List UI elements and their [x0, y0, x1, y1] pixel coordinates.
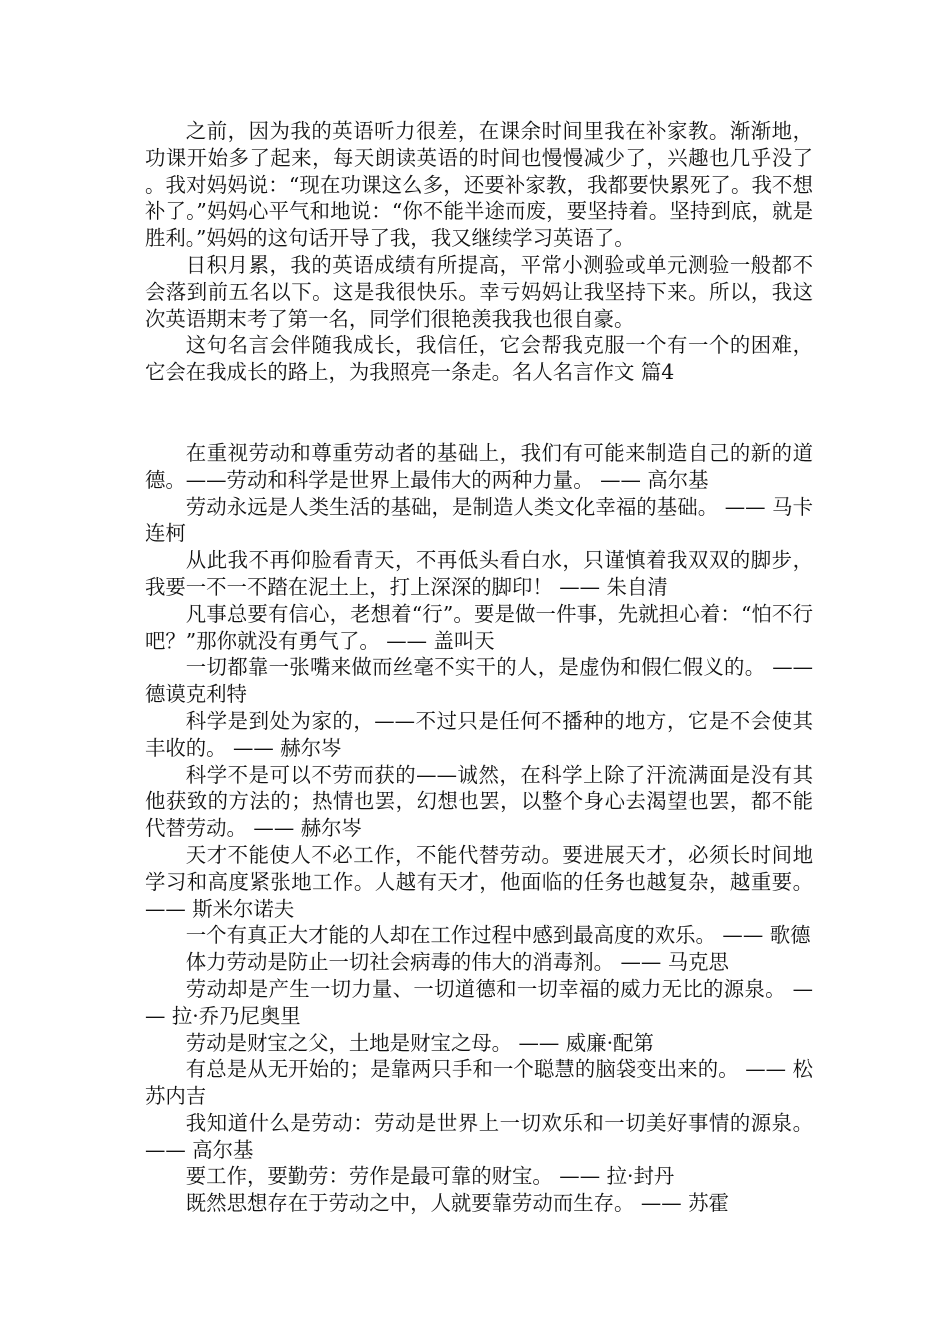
quote-paragraph: 科学不是可以不劳而获的——诚然，在科学上除了汗流满面是没有其他获致的方法的；热情也罢，幻想也罢，以整个身心去渴望也罢，都不能代替劳动。 —— 赫尔岑 [145, 762, 813, 841]
quote-paragraph: 我知道什么是劳动：劳动是世界上一切欢乐和一切美好事情的源泉。 —— 高尔基 [145, 1110, 813, 1162]
quotes-section [145, 440, 813, 1217]
quote-paragraph: 既然思想存在于劳动之中，人就要靠劳动而生存。 —— 苏霍 [185, 1191, 729, 1216]
quote-paragraph: 要工作，要勤劳：劳作是最可靠的财宝。 —— 拉·封丹 [185, 1164, 675, 1189]
paragraph: 之前，因为我的英语听力很差，在课余时间里我在补家教。渐渐地，功课开始多了起来，每天朗读英语的时间也慢慢减少了，兴趣也几乎没了。我对妈妈说：“现在功课这么多，还要补家教，我都要快累死了。我不想补了。”妈妈心平气和地说：“你不能半途而废，要坚持着。坚持到底，就是胜利。”妈妈的这句话开导了我，我又继续学习英语了。 [145, 119, 813, 251]
quote-paragraph: 劳动却是产生一切力量、一切道德和一切幸福的威力无比的源泉。 —— 拉·乔乃尼奥里 [145, 976, 813, 1028]
quote-paragraph: 体力劳动是防止一切社会病毒的伟大的消毒剂。 —— 马克思 [185, 950, 729, 975]
paragraph: 日积月累，我的英语成绩有所提高，平常小测验或单元测验一般都不会落到前五名以下。这是我很快乐。幸亏妈妈让我坚持下来。所以，我这次英语期末考了第一名，同学们很艳羡我我也很自豪。 [145, 252, 813, 331]
quote-paragraph: 一切都靠一张嘴来做而丝毫不实干的人，是虚伪和假仁假义的。 —— 德谟克利特 [145, 655, 813, 707]
document-body [145, 118, 813, 1217]
paragraph: 这句名言会伴随我成长，我信任，它会帮我克服一个有一个的困难，它会在我成长的路上，为我照亮一条走。名人名言作文 篇4 [145, 333, 813, 385]
quote-paragraph: 天才不能使人不必工作，不能代替劳动。要进展天才，必须长时间地学习和高度紧张地工作。人越有天才，他面临的任务也越复杂，越重要。 —— 斯米尔诺夫 [145, 842, 813, 921]
quote-paragraph: 劳动是财宝之父，土地是财宝之母。 —— 威廉·配第 [185, 1030, 654, 1055]
quote-paragraph: 一个有真正大才能的人却在工作过程中感到最高度的欢乐。 —— 歌德 [185, 923, 811, 948]
essay-section [145, 118, 813, 386]
section-gap [145, 386, 813, 440]
quote-paragraph: 劳动永远是人类生活的基础，是制造人类文化幸福的基础。 —— 马卡连柯 [145, 494, 813, 546]
quote-paragraph: 从此我不再仰脸看青天，不再低头看白水，只谨慎着我双双的脚步，我要一不一不踏在泥土上，打上深深的脚印！ —— 朱自清 [145, 548, 813, 599]
quote-paragraph: 科学是到处为家的，——不过只是任何不播种的地方，它是不会使其丰收的。 —— 赫尔岑 [145, 708, 813, 760]
quote-paragraph: 凡事总要有信心，老想着“行”。要是做一件事，先就担心着：“怕不行吧？”那你就没有勇气了。 —— 盖叫天 [145, 601, 813, 653]
quote-paragraph: 有总是从无开始的；是靠两只手和一个聪慧的脑袋变出来的。 —— 松苏内吉 [145, 1057, 813, 1109]
quote-paragraph: 在重视劳动和尊重劳动者的基础上，我们有可能来制造自己的新的道德。——劳动和科学是世界上最伟大的两种力量。 —— 高尔基 [145, 440, 813, 492]
